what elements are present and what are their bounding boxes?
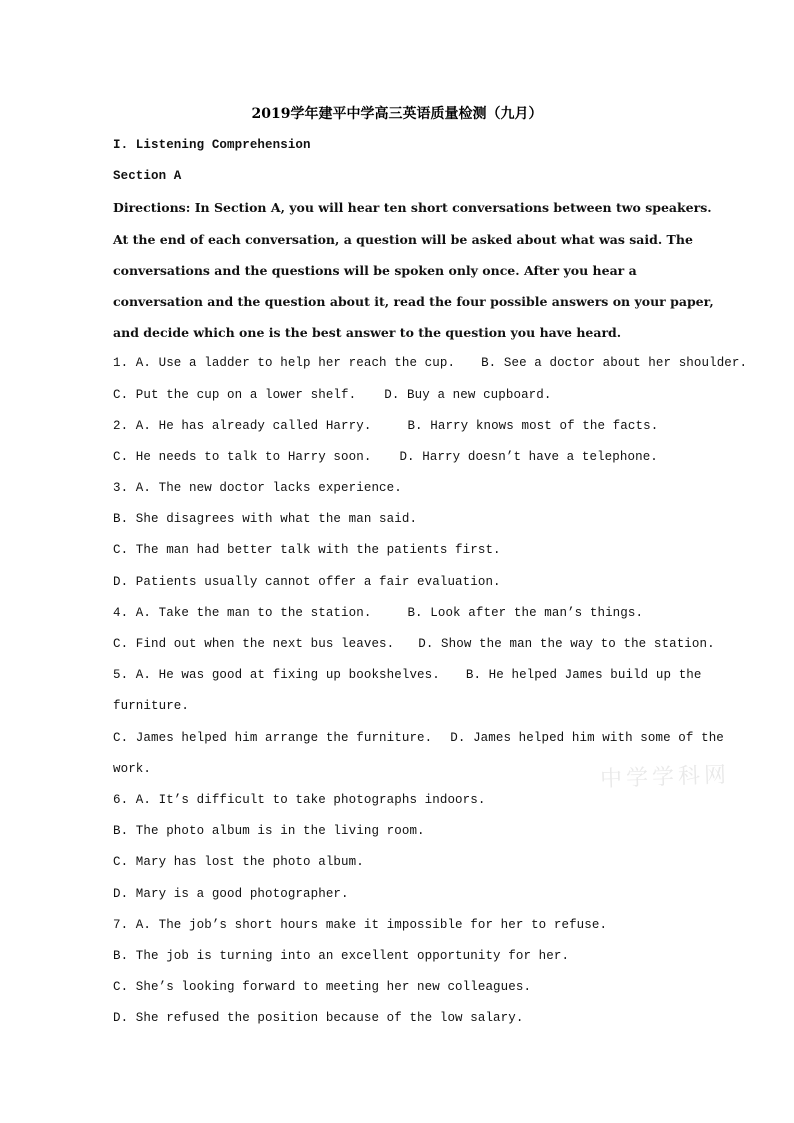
answer-option: 6. A. It’s difficult to take photographs indoors.	[113, 792, 486, 807]
question-line	[113, 785, 683, 816]
question-list	[113, 348, 748, 1034]
question-line	[113, 910, 683, 941]
question-line	[113, 816, 683, 847]
answer-option: C. He needs to talk to Harry soon.	[113, 449, 372, 464]
answer-option: 7. A. The job’s short hours make it impossible for her to refuse.	[113, 917, 608, 932]
directions-line: conversations and the questions will be spoken only once. After you hear a	[113, 262, 637, 278]
answer-option-second: D. Buy a new cupboard.	[384, 387, 552, 402]
answer-option-second: B. Harry knows most of the facts.	[407, 418, 659, 433]
answer-option: 1. A. Use a ladder to help her reach the cup.	[113, 356, 456, 371]
answer-option: C. Mary has lost the photo album.	[113, 855, 364, 870]
answer-option: 2. A. He has already called Harry.	[113, 418, 372, 433]
question-line	[113, 380, 683, 411]
answer-option: D. Mary is a good photographer.	[113, 886, 349, 901]
question-line	[113, 598, 683, 629]
question-line	[113, 723, 724, 754]
answer-option: C. Find out when the next bus leaves.	[113, 637, 395, 651]
document-body	[113, 130, 748, 1034]
answer-option: 5. A. He was good at fixing up bookshelves.	[113, 668, 440, 683]
answer-option: D. Patients usually cannot offer a fair evaluation.	[113, 574, 501, 589]
directions-line: conversation and the question about it, read the four possible answers on your paper,	[113, 293, 714, 309]
question-line	[113, 660, 702, 691]
answer-option: C. The man had better talk with the patients first.	[113, 543, 501, 558]
question-line	[113, 941, 683, 972]
answer-option: C. She’s looking forward to meeting her new colleagues.	[113, 980, 532, 995]
question-line	[113, 691, 683, 722]
question-line	[113, 473, 683, 504]
question-line	[113, 442, 683, 473]
answer-option: B. She disagrees with what the man said.	[113, 512, 418, 527]
answer-option-second: B. Look after the man’s things.	[407, 605, 644, 620]
answer-option-second: D. Harry doesn’t have a telephone.	[399, 449, 658, 464]
answer-option: 4. A. Take the man to the station.	[113, 605, 372, 620]
directions-line: Directions: In Section A, you will hear ten short conversations between two speakers.	[113, 200, 712, 216]
directions-line: and decide which one is the best answer to the question you have heard.	[113, 325, 622, 341]
answer-option: 3. A. The new doctor lacks experience.	[113, 481, 402, 496]
question-line	[113, 847, 683, 878]
question-line	[113, 879, 683, 910]
answer-option: furniture.	[113, 699, 190, 714]
answer-option: C. James helped him arrange the furniture.	[113, 730, 433, 745]
exam-title: 2019学年建平中学高三英语质量检测（九月）	[251, 106, 543, 122]
question-line	[113, 1003, 683, 1034]
answer-option: D. She refused the position because of the low salary.	[113, 1011, 524, 1026]
question-line	[113, 754, 683, 785]
watermark-text: 中学学科网	[599, 762, 731, 793]
answer-option: B. The job is turning into an excellent opportunity for her.	[113, 948, 570, 963]
question-line	[113, 629, 715, 660]
directions-line: At the end of each conversation, a question will be asked about what was said. The	[113, 231, 693, 247]
answer-option-second: B. He helped James build up the	[465, 668, 702, 683]
subsection-heading: Section A	[113, 169, 182, 184]
answer-option: B. The photo album is in the living room.	[113, 824, 425, 839]
answer-option: C. Put the cup on a lower shelf.	[113, 387, 357, 402]
question-line	[113, 567, 683, 598]
question-line	[113, 504, 683, 535]
answer-option-second: D. Show the man the way to the station.	[418, 637, 715, 651]
question-line	[113, 411, 683, 442]
question-line	[113, 535, 683, 566]
answer-option: work.	[113, 761, 152, 776]
question-line	[113, 972, 683, 1003]
answer-option-second: D. James helped him with some of the	[450, 730, 724, 745]
question-line	[113, 348, 748, 379]
section-heading: I. Listening Comprehension	[113, 138, 311, 152]
answer-option-second: B. See a doctor about her shoulder.	[481, 356, 748, 371]
